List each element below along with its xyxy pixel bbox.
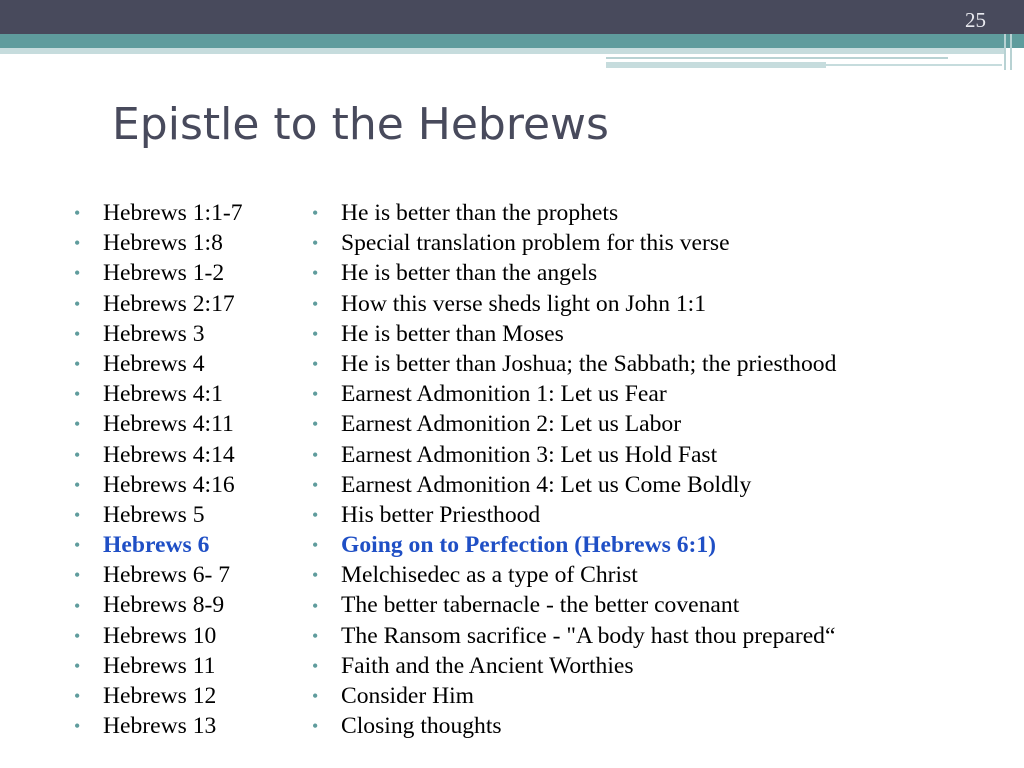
reference-item xyxy=(74,319,243,349)
bullet-icon: • xyxy=(312,414,319,435)
reference-item xyxy=(74,560,243,590)
bullet-icon: • xyxy=(74,233,81,254)
topic-item xyxy=(312,379,836,409)
bullet-icon: • xyxy=(74,565,81,586)
topic-item xyxy=(312,228,836,258)
topic-item-text: Earnest Admonition 4: Let us Come Boldly xyxy=(341,471,752,498)
topic-item xyxy=(312,319,836,349)
topic-item xyxy=(312,621,836,651)
bullet-icon: • xyxy=(312,655,319,676)
reference-item-text: Hebrews 8-9 xyxy=(103,592,225,619)
topic-item xyxy=(312,349,836,379)
reference-item-text: Hebrews 4:1 xyxy=(103,381,223,408)
topic-item-text: Closing thoughts xyxy=(341,713,502,740)
bullet-icon: • xyxy=(312,354,319,375)
bullet-icon: • xyxy=(74,716,81,737)
reference-item-text: Hebrews 13 xyxy=(103,713,217,740)
bullet-icon: • xyxy=(312,716,319,737)
bullet-icon: • xyxy=(74,354,81,375)
bullet-icon: • xyxy=(74,203,81,224)
reference-item-text: Hebrews 10 xyxy=(103,622,217,649)
bullet-icon: • xyxy=(312,203,319,224)
topic-item-text: He is better than Joshua; the Sabbath; the priesthood xyxy=(341,350,837,377)
topic-item xyxy=(312,560,836,590)
header-accent-line xyxy=(826,64,1002,66)
reference-item-text: Hebrews 4 xyxy=(103,350,205,377)
topic-item xyxy=(312,500,836,530)
reference-item-text: Hebrews 1-2 xyxy=(103,260,225,287)
bullet-icon: • xyxy=(312,263,319,284)
topic-item xyxy=(312,530,836,560)
reference-item xyxy=(74,621,243,651)
bullet-icon: • xyxy=(312,384,319,405)
topic-item-text: Consider Him xyxy=(341,683,475,709)
bullet-icon: • xyxy=(312,595,319,616)
topic-item-text: The better tabernacle - the better covenant xyxy=(341,592,740,619)
topic-item-text: He is better than the prophets xyxy=(341,200,619,226)
reference-item xyxy=(74,409,243,439)
bullet-icon: • xyxy=(74,414,81,435)
topic-item-text: Melchisedec as a type of Christ xyxy=(341,562,638,589)
reference-item xyxy=(74,258,243,288)
reference-item xyxy=(74,198,243,228)
reference-item xyxy=(74,228,243,258)
reference-item xyxy=(74,681,243,711)
topic-item-text: Special translation problem for this verse xyxy=(341,230,730,257)
topic-item xyxy=(312,198,836,228)
references-list xyxy=(74,198,243,741)
bullet-icon: • xyxy=(74,474,81,495)
bullet-icon: • xyxy=(74,444,81,465)
reference-item xyxy=(74,651,243,681)
topic-item-text: He is better than Moses xyxy=(341,320,564,347)
reference-item-text: Hebrews 4:16 xyxy=(103,471,235,498)
reference-item xyxy=(74,470,243,500)
reference-item xyxy=(74,590,243,620)
bullet-icon: • xyxy=(312,535,319,556)
topic-item xyxy=(312,258,836,288)
header-accent-vertical-line xyxy=(1010,34,1012,70)
reference-item xyxy=(74,711,243,741)
reference-item xyxy=(74,500,243,530)
bullet-icon: • xyxy=(312,444,319,465)
reference-item-text: Hebrews 1:8 xyxy=(103,230,223,257)
bullet-icon: • xyxy=(312,474,319,495)
bullet-icon: • xyxy=(74,655,81,676)
topic-item xyxy=(312,590,836,620)
topic-item-text: Earnest Admonition 1: Let us Fear xyxy=(341,381,667,408)
bullet-icon: • xyxy=(74,384,81,405)
bullet-icon: • xyxy=(74,686,81,707)
reference-item xyxy=(74,440,243,470)
bullet-icon: • xyxy=(312,233,319,254)
header-banner-dark xyxy=(0,0,1024,34)
reference-item-text: Hebrews 6 xyxy=(103,532,210,559)
topic-item-text: His better Priesthood xyxy=(341,501,541,528)
bullet-icon: • xyxy=(312,686,319,707)
bullet-icon: • xyxy=(312,293,319,314)
header-banner-teal xyxy=(0,34,1024,48)
reference-item-text: Hebrews 12 xyxy=(103,683,217,709)
bullet-icon: • xyxy=(74,625,81,646)
bullet-icon: • xyxy=(312,565,319,586)
bullet-icon: • xyxy=(74,504,81,525)
reference-item xyxy=(74,349,243,379)
slide-title: Epistle to the Hebrews xyxy=(112,99,609,150)
bullet-icon: • xyxy=(74,535,81,556)
topic-item xyxy=(312,289,836,319)
topic-item xyxy=(312,651,836,681)
reference-item-text: Hebrews 1:1-7 xyxy=(103,200,243,226)
reference-item xyxy=(74,379,243,409)
topic-item-text: Earnest Admonition 2: Let us Labor xyxy=(341,411,682,438)
topic-item-text: Faith and the Ancient Worthies xyxy=(341,652,634,679)
topic-item xyxy=(312,681,836,711)
bullet-icon: • xyxy=(74,263,81,284)
bullet-icon: • xyxy=(312,504,319,525)
reference-item xyxy=(74,530,243,560)
bullet-icon: • xyxy=(312,625,319,646)
topic-item xyxy=(312,409,836,439)
bullet-icon: • xyxy=(74,595,81,616)
topic-item xyxy=(312,711,836,741)
header-banner-light xyxy=(0,48,1004,54)
reference-item-text: Hebrews 4:11 xyxy=(103,411,234,438)
header-accent-vertical-line xyxy=(1004,34,1006,70)
bullet-icon: • xyxy=(74,293,81,314)
topic-item-text: How this verse sheds light on John 1:1 xyxy=(341,290,707,317)
topic-item xyxy=(312,440,836,470)
topic-item-text: He is better than the angels xyxy=(341,260,598,287)
bullet-icon: • xyxy=(74,323,81,344)
topic-item-text: Earnest Admonition 3: Let us Hold Fast xyxy=(341,441,718,468)
header-accent-line xyxy=(606,57,948,59)
topic-item-text: Going on to Perfection (Hebrews 6:1) xyxy=(341,532,717,559)
reference-item-text: Hebrews 3 xyxy=(103,320,205,347)
reference-item-text: Hebrews 2:17 xyxy=(103,290,235,317)
reference-item-text: Hebrews 5 xyxy=(103,501,205,528)
topics-list xyxy=(312,198,836,741)
reference-item xyxy=(74,289,243,319)
bullet-icon: • xyxy=(312,323,319,344)
reference-item-text: Hebrews 6- 7 xyxy=(103,562,231,589)
reference-item-text: Hebrews 11 xyxy=(103,652,216,679)
topic-item-text: The Ransom sacrifice - "A body hast thou prepared“ xyxy=(341,622,836,649)
slide-number: 25 xyxy=(965,8,986,32)
topic-item xyxy=(312,470,836,500)
header-accent-line xyxy=(606,62,826,68)
reference-item-text: Hebrews 4:14 xyxy=(103,441,235,468)
